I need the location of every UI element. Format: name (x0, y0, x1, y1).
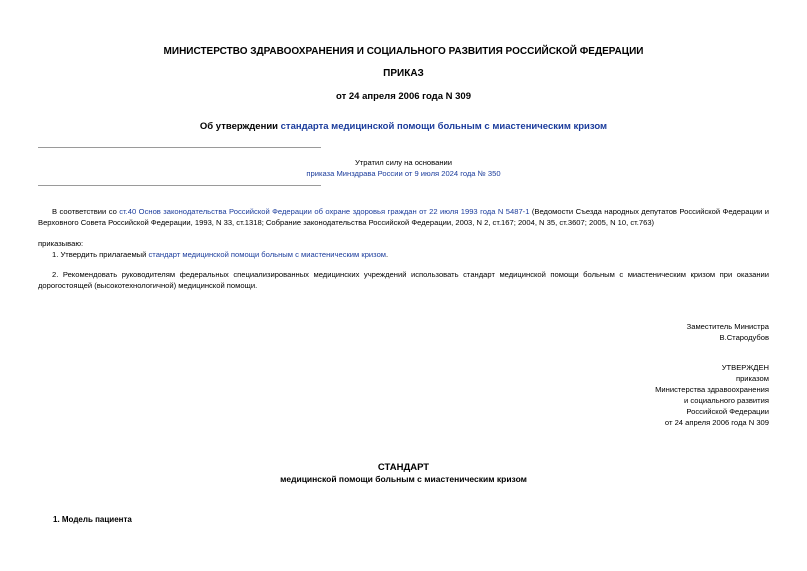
item-2: 2. Рекомендовать руководителям федеральных специализированных медицинских учреждений использовать стандарт медицинской помощи больным с миастеническим кризом при оказании дорогостоящей (высокотехнологичной) медицинской помощи. (38, 270, 769, 290)
standard-title: СТАНДАРТ (377, 462, 430, 473)
ministry-heading: МИНИСТЕРСТВО ЗДРАВООХРАНЕНИЯ И СОЦИАЛЬНОГО РАЗВИТИЯ РОССИЙСКОЙ ФЕДЕРАЦИИ (163, 46, 644, 57)
doc-title (0, 121, 807, 132)
item-1-standard-link[interactable]: стандарт медицинской помощи больным с миастеническим кризом (148, 250, 387, 259)
section-1-heading: 1. Модель пациента (53, 515, 132, 524)
item-1-prefix: 1. Утвердить прилагаемый (52, 250, 149, 259)
approval-line-3: Министерства здравоохранения (655, 385, 769, 394)
standard-subtitle: медицинской помощи больным с миастеническим кризом (280, 474, 527, 484)
doc-type-heading: ПРИКАЗ (383, 68, 424, 79)
signature-block (687, 321, 769, 343)
preamble-text-a: В соответствии со (52, 207, 120, 216)
approval-block (655, 362, 769, 428)
approval-line-6: от 24 апреля 2006 года N 309 (664, 418, 769, 427)
repeal-notice-line1: Утратил силу на основании (354, 158, 453, 167)
preamble-paragraph (38, 206, 769, 228)
signature-title: Заместитель Министра (686, 322, 769, 331)
approval-line-2: приказом (735, 374, 769, 383)
doc-date: от 24 апреля 2006 года N 309 (336, 91, 471, 102)
repeal-notice-link[interactable]: приказа Минздрава России от 9 июля 2024 года № 350 (306, 169, 501, 178)
signature-name: В.Стародубов (719, 333, 769, 342)
item-1-suffix: . (386, 250, 389, 259)
approval-line-1: УТВЕРЖДЕН (721, 363, 769, 372)
repeal-notice (38, 157, 769, 179)
item-1 (38, 249, 769, 260)
order-word: приказываю: (38, 239, 84, 248)
notice-divider-bottom (38, 185, 321, 186)
doc-title-prefix: Об утверждении (199, 121, 281, 132)
notice-divider-top (38, 147, 321, 148)
approval-line-5: Российской Федерации (686, 407, 769, 416)
approval-line-4: и социального развития (684, 396, 769, 405)
preamble-law-link[interactable]: ст.40 Основ законодательства Российской Федерации об охране здоровья граждан от 22 июля 1993 года N 5487-1 (119, 207, 530, 216)
preamble-text-b: (Ведомости Съезда народных депутатов Российской Федерации и Верховного Совета Российской Федерации, 1993, N 33, ст.1318; Собрание законодательства Российской Федерации, 2003, N 2, ст.167; 2004, N 35, ст.3607; 2005, N 10, ст.763) (38, 207, 769, 227)
doc-title-link[interactable]: стандарта медицинской помощи больным с миастеническим кризом (280, 121, 608, 132)
